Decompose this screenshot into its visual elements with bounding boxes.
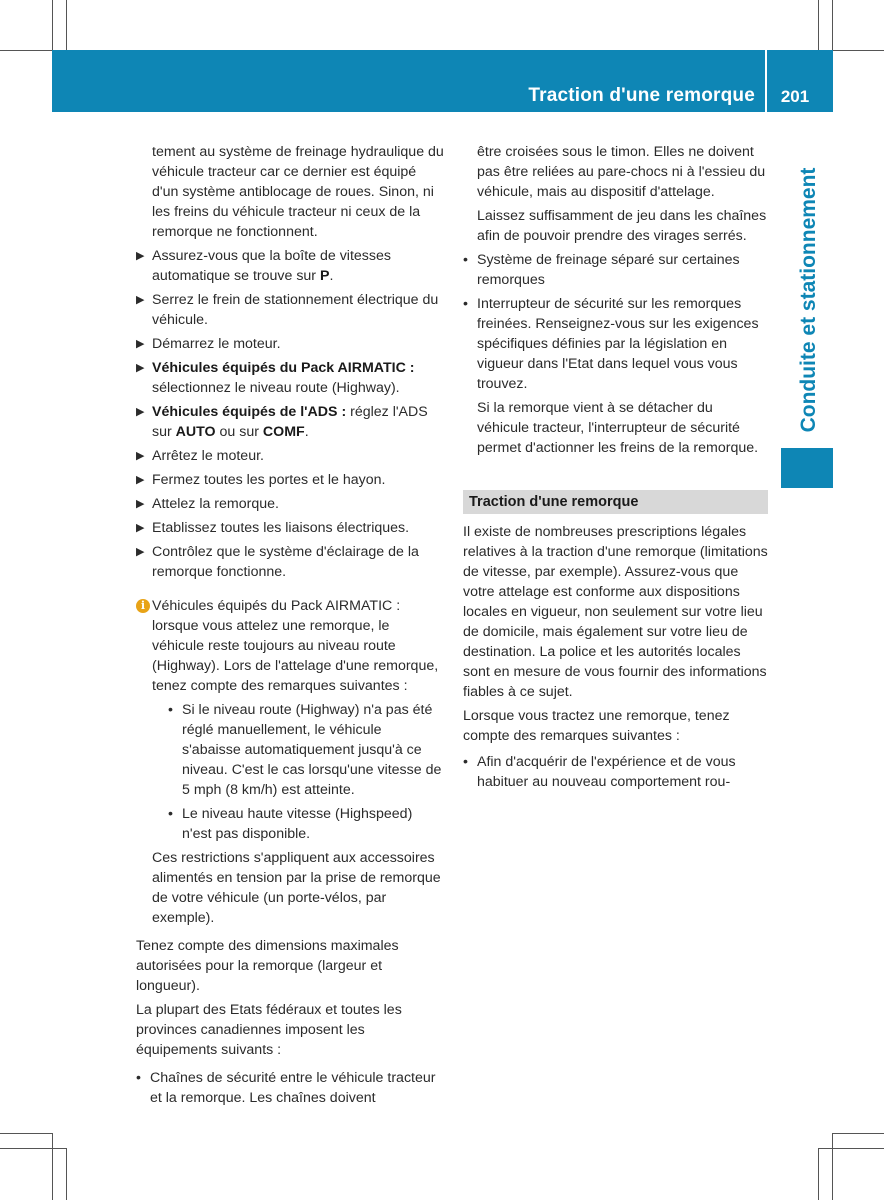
info-icon: i	[136, 599, 150, 613]
crop-mark	[832, 1133, 833, 1200]
list-item: • Système de freinage séparé sur certaines remorques	[463, 252, 740, 288]
arrow-icon: ▶	[136, 362, 145, 374]
crop-mark	[818, 1148, 884, 1149]
arrow-icon: ▶	[136, 294, 145, 306]
list-item: • Si le niveau route (Highway) n'a pas été réglé manuellement, le véhicule s'abaisse automatiquement jusqu'à ce niveau. C'est le cas lorsqu'une vitesse de 5 mph (8 km/h) est atteinte.	[168, 702, 442, 798]
paragraph: Lorsque vous tractez une remorque, tenez compte des remarques suivantes :	[463, 708, 730, 744]
arrow-icon: ▶	[136, 338, 145, 350]
step-item: ▶ Contrôlez que le système d'éclairage de la remorque fonctionne.	[136, 544, 419, 580]
arrow-icon: ▶	[136, 450, 145, 462]
crop-mark	[818, 1148, 819, 1200]
list-item: • Le niveau haute vitesse (Highspeed) n'est pas disponible.	[168, 806, 413, 842]
step-item: ▶ Serrez le frein de stationnement électrique du véhicule.	[136, 292, 439, 328]
arrow-icon: ▶	[136, 406, 145, 418]
bullet-icon: •	[463, 754, 468, 770]
bullet-icon: •	[168, 702, 173, 718]
intro-paragraph: tement au système de freinage hydraulique du véhicule tracteur car ce dernier est équipé d'un système antiblocage de roues. Sinon, ni les freins du véhicule tracteur ni ceux de la remorque ne fonctionnent.	[152, 144, 444, 240]
header-divider	[765, 50, 767, 112]
paragraph: Si la remorque vient à se détacher du véhicule tracteur, l'interrupteur de sécurité permet d'actionner les freins de la remorque.	[477, 400, 759, 456]
bullet-icon: •	[463, 252, 468, 268]
list-item: • Afin d'acquérir de l'expérience et de vous habituer au nouveau comportement rou-	[463, 754, 736, 790]
info-note	[136, 596, 444, 932]
bullet-icon: •	[136, 1070, 141, 1086]
paragraph: Il existe de nombreuses prescriptions légales relatives à la traction d'une remorque (limitations de vitesse, par exemple). Assurez-vous que votre attelage est conforme aux dispositions locales en vigueur, non seulement sur votre lieu de domicile, mais également sur votre lieu de destination. La police et les autorités locales sont en mesure de vous fournir des informations fiables à ce sujet.	[463, 524, 768, 700]
page-title: Traction d'une remorque	[528, 85, 755, 106]
step-item: ▶ Véhicules équipés du Pack AIRMATIC : sélectionnez le niveau route (Highway).	[136, 360, 415, 396]
info-restrictions: Ces restrictions s'appliquent aux accessoires alimentés en tension par la prise de remorque de votre véhicule (un porte-vélos, par exemple).	[152, 850, 441, 926]
step-item: ▶ Attelez la remorque.	[136, 496, 279, 512]
section-heading: Traction d'une remorque	[463, 490, 768, 514]
crop-mark	[0, 50, 52, 51]
step-item: ▶ Assurez-vous que la boîte de vitesses automatique se trouve sur P.	[136, 248, 391, 284]
chapter-tab	[781, 448, 833, 488]
step-item: ▶ Démarrez le moteur.	[136, 336, 281, 352]
crop-mark	[52, 1133, 53, 1200]
step-item: ▶ Etablissez toutes les liaisons électriques.	[136, 520, 410, 536]
right-column	[463, 142, 768, 796]
list-item: • Interrupteur de sécurité sur les remorques freinées. Renseignez-vous sur les exigences spécifiques définies par la législation en vigueur dans l'Etat dans lequel vous vous trouvez.	[463, 296, 759, 392]
page-number: 201	[780, 87, 810, 106]
arrow-icon: ▶	[136, 522, 145, 534]
list-item: • Chaînes de sécurité entre le véhicule tracteur et la remorque. Les chaînes doivent	[136, 1070, 436, 1106]
left-column	[136, 142, 444, 1112]
paragraph: Laissez suffisamment de jeu dans les chaînes afin de pouvoir prendre des virages serrés.	[477, 208, 767, 244]
paragraph: Tenez compte des dimensions maximales autorisées pour la remorque (largeur et longueur).	[136, 938, 399, 994]
paragraph: être croisées sous le timon. Elles ne doivent pas être reliées au pare-chocs ni à l'essieu du véhicule, mais au dispositif d'attelage.	[477, 144, 766, 200]
crop-mark	[66, 1148, 67, 1200]
paragraph: La plupart des Etats fédéraux et toutes les provinces canadiennes imposent les équipements suivants :	[136, 1002, 402, 1058]
crop-mark	[833, 50, 884, 51]
bullet-icon: •	[463, 296, 468, 312]
arrow-icon: ▶	[136, 250, 145, 262]
arrow-icon: ▶	[136, 474, 145, 486]
arrow-icon: ▶	[136, 546, 145, 558]
info-text: Véhicules équipés du Pack AIRMATIC : lorsque vous attelez une remorque, le véhicule reste toujours au niveau route (Highway). Lors de l'attelage d'une remorque, tenez compte des remarques suivantes :	[152, 598, 439, 694]
crop-mark	[66, 0, 67, 50]
crop-mark	[52, 0, 53, 50]
crop-mark	[832, 1133, 884, 1134]
step-item: ▶ Arrêtez le moteur.	[136, 448, 264, 464]
bullet-icon: •	[168, 806, 173, 822]
crop-mark	[832, 0, 833, 50]
chapter-label: Conduite et stationnement	[797, 167, 820, 433]
step-item: ▶ Véhicules équipés de l'ADS : réglez l'ADS sur AUTO ou sur COMF.	[136, 404, 428, 440]
crop-mark	[818, 0, 819, 50]
crop-mark	[0, 1148, 66, 1149]
crop-mark	[0, 1133, 52, 1134]
step-item: ▶ Fermez toutes les portes et le hayon.	[136, 472, 386, 488]
arrow-icon: ▶	[136, 498, 145, 510]
